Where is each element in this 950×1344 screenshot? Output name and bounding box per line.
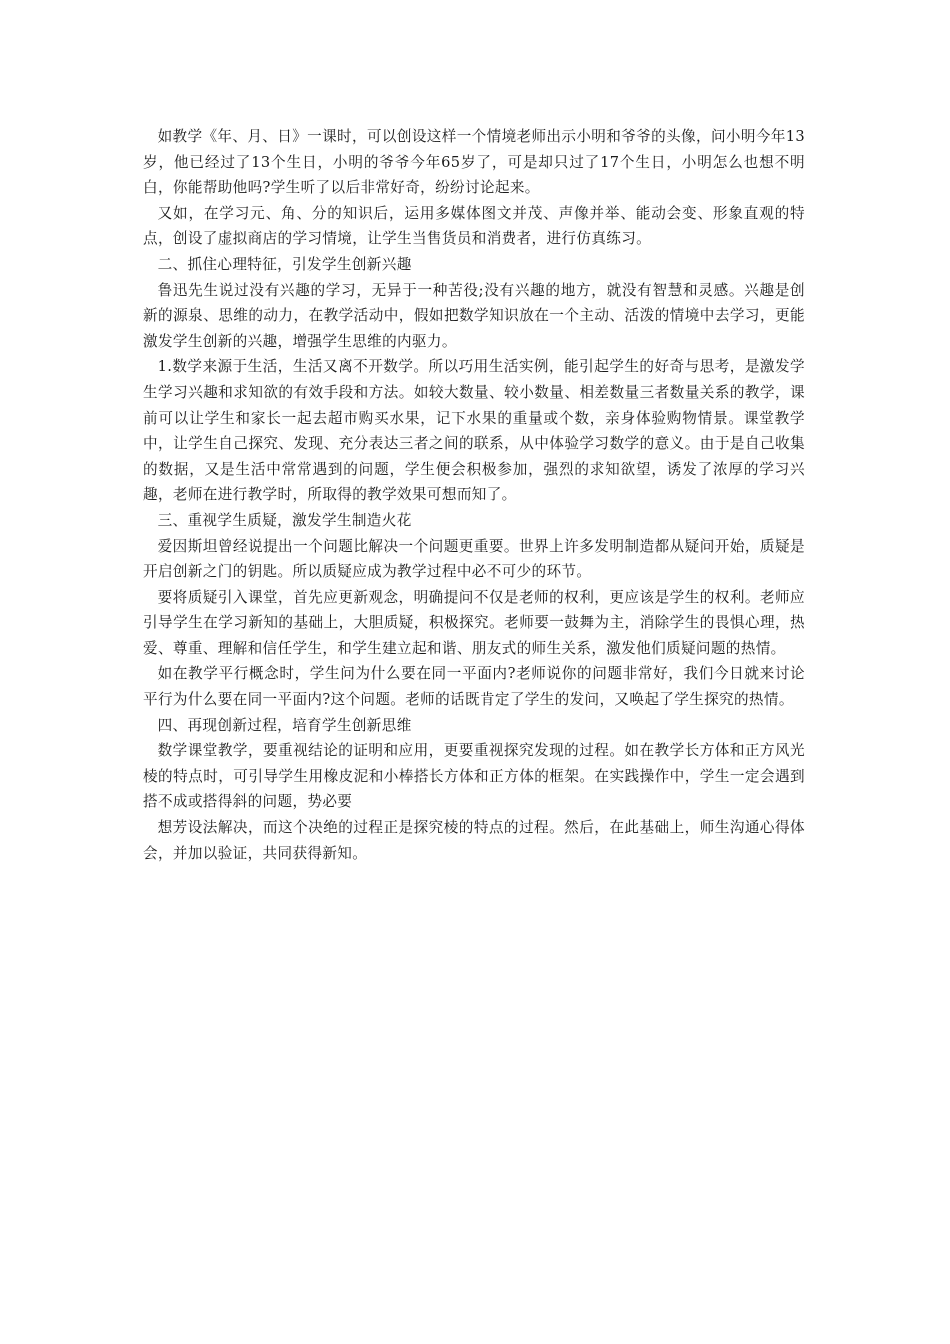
paragraph-2: 又如，在学习元、角、分的知识后，运用多媒体图文并茂、声像并举、能动会变、形象直观的特点，创设了虚拟商店的学习情境，让学生当售货员和消费者，进行仿真练习。: [143, 204, 805, 248]
section-heading-2: 二、抓住心理特征，引发学生创新兴趣: [157, 255, 412, 273]
paragraph-4: 1.数学来源于生活，生活又离不开数学。所以巧用生活实例，能引起学生的好奇与思考，是激发学生学习兴趣和求知欲的有效手段和方法。如较大数量、较小数量、相差数量三者数量关系的教学，课前可以让学生和家长一起去超市购买水果，记下水果的重量或个数，亲身体验购物情景。课堂教学中，让学生自己探究、发现、充分表达三者之间的联系，从中体验学习数学的意义。由于是自己收集的数据，又是生活中常常遇到的问题，学生便会积极参加，强烈的求知欲望，诱发了浓厚的学习兴趣，老师在进行教学时，所取得的教学效果可想而知了。: [143, 358, 805, 504]
paragraph-9: 想芳设法解决，而这个决绝的过程正是探究棱的特点的过程。然后，在此基础上，师生沟通心得体会，并加以验证，共同获得新知。: [143, 819, 805, 862]
paragraph-1: 如教学《年、月、日》一课时，可以创设这样一个情境老师出示小明和爷爷的头像，问小明今年13岁，他已经过了13个生日，小明的爷爷今年65岁了，可是却只过了17个生日，小明怎么也想不明白，你能帮助他吗?学生听了以后非常好奇，纷纷讨论起来。: [143, 128, 805, 197]
paragraph-8: 数学课堂教学，要重视结论的证明和应用，更要重视探究发现的过程。如在教学长方体和正方风光棱的特点时，可引导学生用橡皮泥和小棒搭长方体和正方体的框架。在实践操作中，学生一定会遇到搭不成或搭得斜的问题，势必要: [143, 742, 805, 811]
paragraph-5: 爱因斯坦曾经说提出一个问题比解决一个问题更重要。世界上许多发明制造都从疑问开始，质疑是开启创新之门的钥匙。所以质疑应成为教学过程中必不可少的环节。: [143, 537, 805, 581]
section-heading-3: 三、重视学生质疑，激发学生制造火花: [157, 511, 412, 529]
paragraph-7: 如在教学平行概念时，学生问为什么要在同一平面内?老师说你的问题非常好，我们今日就来讨论平行为什么要在同一平面内?这个问题。老师的话既肯定了学生的发问，又唤起了学生探究的热情。: [143, 665, 805, 709]
paragraph-6: 要将质疑引入课堂，首先应更新观念，明确提问不仅是老师的权利，更应该是学生的权利。老师应引导学生在学习新知的基础上，大胆质疑，积极探究。老师要一鼓舞为主，消除学生的畏惧心理，热爱、尊重、理解和信任学生，和学生建立起和谐、朋友式的师生关系，激发他们质疑问题的热情。: [143, 588, 805, 657]
section-heading-4: 四、再现创新过程，培育学生创新思维: [157, 716, 412, 734]
document-body: [143, 124, 805, 866]
paragraph-3: 鲁迅先生说过没有兴趣的学习，无异于一种苦役;没有兴趣的地方，就没有智慧和灵感。兴趣是创新的源泉、思维的动力，在教学活动中，假如把数学知识放在一个主动、活泼的情境中去学习，更能激发学生创新的兴趣，增强学生思维的内驱力。: [143, 281, 805, 350]
